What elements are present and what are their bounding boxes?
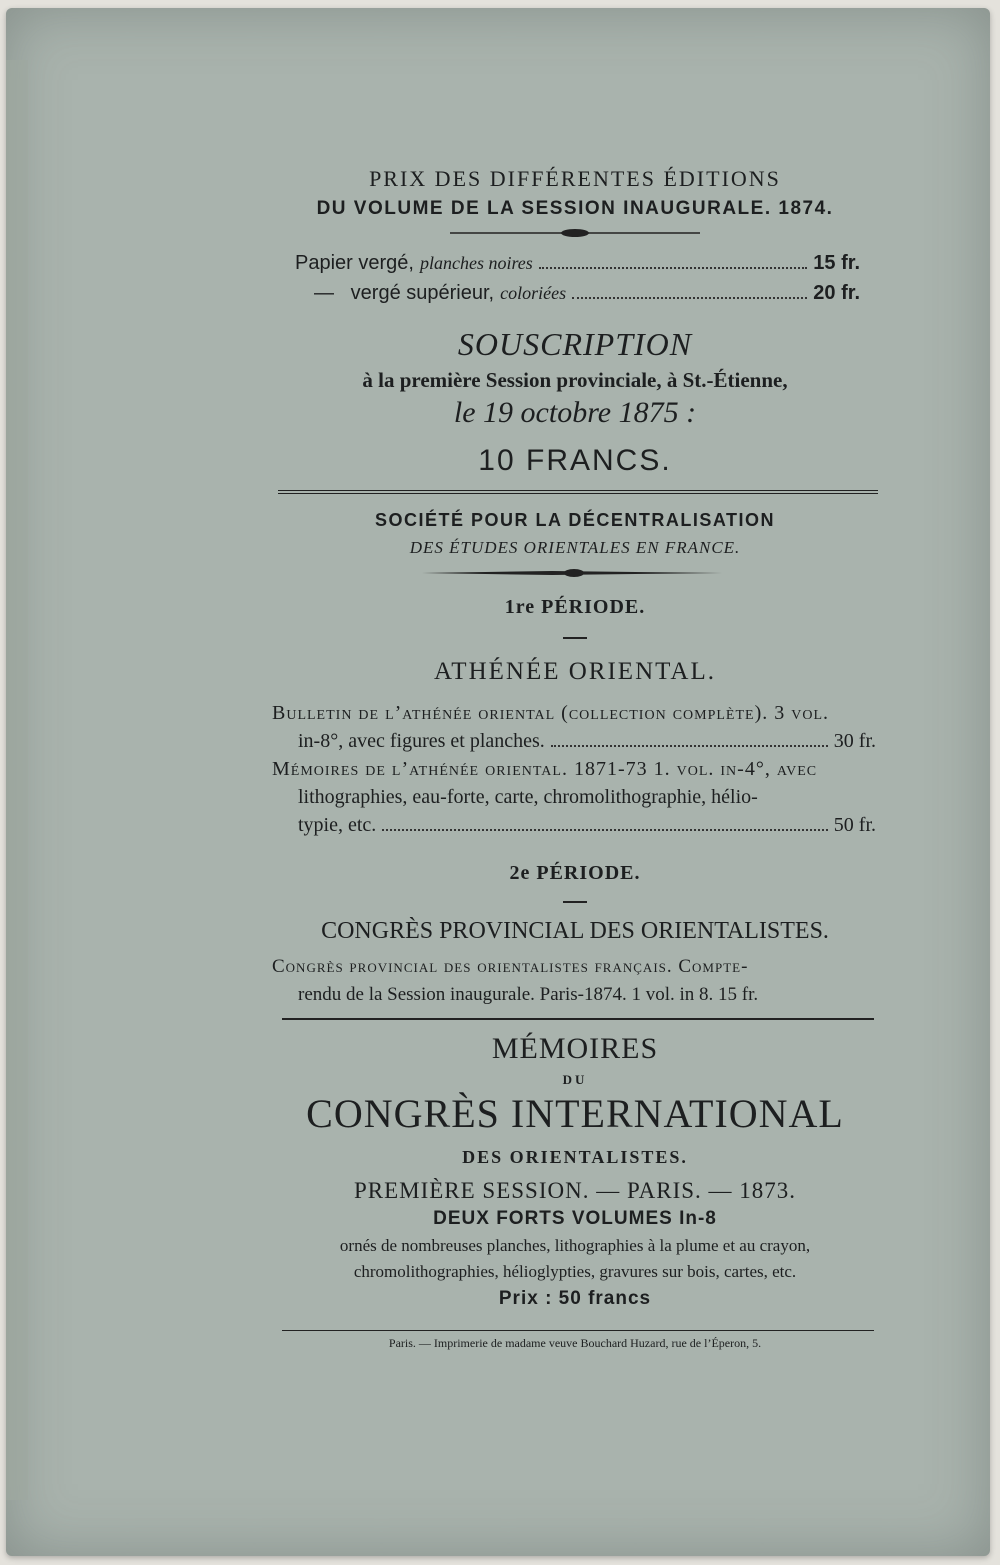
periode2-heading: 2e PÉRIODE. [509, 862, 641, 884]
periode1-item1-line1: Bulletin de l’athénée oriental (collection complète). 3 vol. [272, 702, 830, 724]
price-sub-2: coloriées [500, 283, 567, 303]
societe-title: SOCIÉTÉ POUR LA DÉCENTRALISATION [374, 510, 775, 530]
souscription-line1: à la première Session provinciale, à St.-Étienne, [362, 368, 788, 392]
periode1-item1-line2: in-8°, avec figures et planches. [298, 730, 545, 752]
ornamental-divider [450, 226, 700, 240]
price-label-2: — vergé supérieur, [314, 282, 495, 304]
price-label-1: Papier vergé, [295, 252, 414, 274]
price-row-1 [295, 252, 860, 275]
header-title-line2: DU VOLUME DE LA SESSION INAUGURALE. 1874. [316, 198, 834, 219]
leader-dots [572, 297, 807, 299]
souscription-date: le 19 octobre 1875 : [453, 396, 697, 429]
souscription-title: SOUSCRIPTION [457, 326, 693, 362]
double-rule [278, 490, 878, 494]
memoires-session: PREMIÈRE SESSION. — PARIS. — 1873. [353, 1178, 797, 1203]
section-rule [282, 1018, 874, 1020]
souscription-amount: 10 FRANCS. [478, 444, 672, 477]
periode1-item1-price: 30 fr. [833, 730, 876, 752]
periode2-item-line1: Congrès provincial des orientalistes français. Compte- [272, 956, 749, 977]
memoires-des: DES ORIENTALISTES. [462, 1147, 688, 1167]
price-row-2 [314, 282, 860, 305]
short-rule [563, 901, 587, 903]
periode1-item2-price: 50 fr. [833, 814, 876, 836]
header-title-line1: PRIX DES DIFFÉRENTES ÉDITIONS [369, 166, 781, 191]
price-sub-1: planches noires [419, 253, 533, 273]
periode1-item2-row3 [298, 814, 876, 837]
price-value-2: 20 fr. [813, 282, 860, 304]
footer-rule [282, 1330, 874, 1331]
book-back-cover [6, 8, 990, 1556]
ornamental-divider [422, 566, 722, 580]
memoires-desc2: chromolithographies, hélioglypties, gravures sur bois, cartes, etc. [353, 1262, 797, 1281]
periode1-item2-line2: lithographies, eau-forte, carte, chromolithographie, hélio- [298, 786, 758, 808]
worn-spine-edge [6, 60, 28, 1500]
periode1-item2-line1: Mémoires de l’athénée oriental. 1871-73 1. vol. in-4°, avec [272, 758, 818, 780]
periode1-item2-line3: typie, etc. [298, 814, 377, 836]
societe-subtitle: DES ÉTUDES ORIENTALES EN FRANCE. [409, 538, 741, 557]
memoires-prix: Prix : 50 francs [498, 1288, 652, 1309]
printer-imprint: Paris. — Imprimerie de madame veuve Bouchard Huzard, rue de l’Éperon, 5. [388, 1336, 762, 1350]
memoires-volumes: DEUX FORTS VOLUMES In-8 [433, 1208, 717, 1229]
price-value-1: 15 fr. [813, 252, 860, 274]
short-rule [563, 637, 587, 639]
periode1-heading: 1re PÉRIODE. [504, 596, 646, 618]
leader-dots [382, 829, 827, 831]
memoires-title: MÉMOIRES [491, 1032, 659, 1065]
periode1-item1-row2 [298, 730, 876, 753]
memoires-desc1: ornés de nombreuses planches, lithographies à la plume et au crayon, [339, 1236, 811, 1255]
periode1-title: ATHÉNÉE ORIENTAL. [434, 658, 716, 685]
periode2-item-line2: rendu de la Session inaugurale. Paris-1874. 1 vol. in 8. 15 fr. [298, 984, 759, 1005]
leader-dots [551, 745, 828, 747]
memoires-congres: CONGRÈS INTERNATIONAL [306, 1091, 844, 1136]
leader-dots [539, 267, 808, 269]
periode2-title: CONGRÈS PROVINCIAL DES ORIENTALISTES. [321, 918, 829, 944]
memoires-du: DU [562, 1072, 588, 1087]
